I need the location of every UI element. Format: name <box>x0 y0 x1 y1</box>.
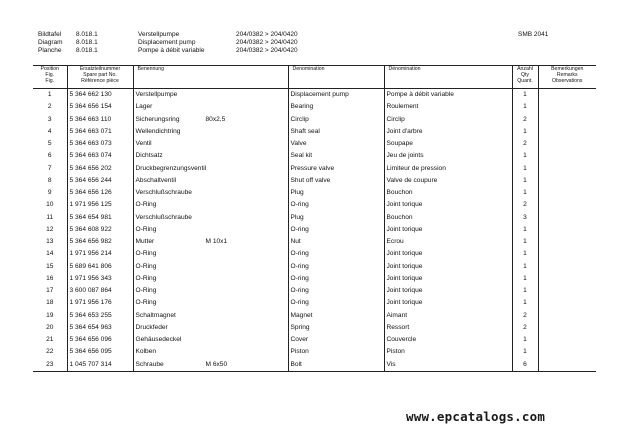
position-cell: 19 <box>46 311 54 319</box>
benennung-text: Wellendichtring <box>135 127 181 135</box>
header-line: Quant. <box>517 77 533 84</box>
remarks-cell <box>538 150 596 162</box>
remarks-cell <box>538 138 596 150</box>
qty-cell: 1 <box>512 285 538 297</box>
denomination-fr-cell: Pompe à débit variable <box>384 89 512 102</box>
part-number-cell: 1 045 707 314 <box>67 359 133 372</box>
denomination-fr-cell: Joint d'arbre <box>384 126 512 138</box>
benennung-cell <box>133 273 288 285</box>
position-cell: 11 <box>46 213 54 221</box>
remarks-cell <box>538 346 596 358</box>
benennung-text: Kolben <box>135 348 157 356</box>
denomination-en-cell: Displacement pump <box>288 89 384 102</box>
header-line: Benennung <box>137 66 165 72</box>
denomination-fr-cell: Aimant <box>384 310 512 322</box>
benennung-text: O-Ring <box>135 262 157 270</box>
denomination-fr-cell: Ressort <box>384 322 512 334</box>
position-cell: 13 <box>46 238 54 246</box>
position-cell: 9 <box>47 189 52 197</box>
denomination-fr-cell: Jeu de joints <box>384 150 512 162</box>
table-row <box>33 89 596 102</box>
header-line: Dénomination <box>388 66 421 72</box>
qty-cell: 2 <box>512 322 538 334</box>
benennung-cell <box>133 138 288 150</box>
qty-cell: 1 <box>512 224 538 236</box>
benennung-cell <box>133 322 288 334</box>
header-line: Fig. <box>45 77 55 84</box>
dimension-text: M 10x1 <box>205 238 228 246</box>
benennung-text: Verstellpumpe <box>135 91 178 99</box>
diagram-number: 8.018.1 <box>76 39 98 46</box>
position-cell: 12 <box>46 225 54 233</box>
benennung-cell <box>133 89 288 102</box>
table-row <box>33 248 596 260</box>
table-row <box>33 261 596 273</box>
benennung-cell <box>133 187 288 199</box>
qty-cell: 1 <box>512 101 538 113</box>
qty-cell: 1 <box>512 187 538 199</box>
denomination-fr-cell: Joint torique <box>384 285 512 297</box>
header-label: Diagram <box>38 39 63 46</box>
qty-cell: 2 <box>512 199 538 211</box>
denomination-en-cell: Pressure valve <box>288 163 384 175</box>
part-number-cell: 1 971 956 125 <box>67 199 133 211</box>
denomination-fr-cell: Joint torique <box>384 261 512 273</box>
part-number-cell: 5 364 663 073 <box>67 138 133 150</box>
serial-range: 204/0382 > 204/0420 <box>236 47 298 54</box>
qty-cell: 1 <box>512 346 538 358</box>
header-row-en <box>38 39 356 47</box>
denomination-fr-cell: Joint torique <box>384 297 512 309</box>
header-line: Ersatzteilnummer <box>79 66 121 72</box>
table-row <box>33 346 596 358</box>
table-row <box>33 285 596 297</box>
denomination-en-cell: O-ring <box>288 273 384 285</box>
position-cell: 14 <box>46 250 54 258</box>
denomination-en-cell: Piston <box>288 346 384 358</box>
benennung-cell <box>133 175 288 187</box>
part-number-cell: 5 364 663 074 <box>67 150 133 162</box>
benennung-text: O-Ring <box>135 201 157 209</box>
denomination-en-cell: Cover <box>288 334 384 346</box>
benennung-text: Schraube <box>135 360 164 368</box>
table-row <box>33 334 596 346</box>
denomination-en-cell: Shaft seal <box>288 126 384 138</box>
remarks-cell <box>538 163 596 175</box>
position-cell: 2 <box>47 103 52 111</box>
part-number-cell: 5 364 656 244 <box>67 175 133 187</box>
table-row <box>33 150 596 162</box>
qty-cell: 6 <box>512 359 538 372</box>
part-number-cell: 5 364 663 110 <box>67 114 133 126</box>
remarks-cell <box>538 89 596 102</box>
remarks-cell <box>538 101 596 113</box>
position-cell: 22 <box>46 348 54 356</box>
header-line: Denomination <box>292 66 325 72</box>
part-number-cell: 5 364 654 981 <box>67 212 133 224</box>
part-number-cell: 5 364 662 130 <box>67 89 133 102</box>
col-header-position <box>33 66 67 89</box>
part-number-cell: 5 364 653 255 <box>67 310 133 322</box>
col-header-qty <box>512 66 538 89</box>
benennung-cell <box>133 359 288 372</box>
qty-cell: 1 <box>512 297 538 309</box>
qty-cell: 1 <box>512 126 538 138</box>
denomination-fr-cell: Joint torique <box>384 224 512 236</box>
position-cell: 23 <box>33 359 67 372</box>
denomination-fr-cell: Soupape <box>384 138 512 150</box>
parts-table <box>33 65 596 372</box>
benennung-cell <box>133 163 288 175</box>
table-row <box>33 163 596 175</box>
table-row <box>33 273 596 285</box>
denomination-en-cell: Seal kit <box>288 150 384 162</box>
qty-cell: 2 <box>512 310 538 322</box>
dimension-text: 80x2,5 <box>205 115 226 123</box>
remarks-cell <box>538 236 596 248</box>
qty-cell: 1 <box>512 261 538 273</box>
qty-cell: 2 <box>512 138 538 150</box>
benennung-text: Abschaltventil <box>135 176 177 184</box>
denomination-en-cell: Shut off valve <box>288 175 384 187</box>
part-number-cell: 5 364 656 982 <box>67 236 133 248</box>
col-header-benennung <box>133 66 288 89</box>
position-cell: 18 <box>46 299 54 307</box>
denomination-fr-cell: Piston <box>384 346 512 358</box>
benennung-text: Dichtsatz <box>135 152 163 160</box>
table-row <box>33 297 596 309</box>
remarks-cell <box>538 310 596 322</box>
benennung-text: O-Ring <box>135 274 157 282</box>
header-label: Planche <box>38 47 62 54</box>
position-cell: 20 <box>46 323 54 331</box>
col-header-part-no <box>67 66 133 89</box>
benennung-cell <box>133 346 288 358</box>
position-cell: 1 <box>47 91 52 99</box>
diagram-number: 8.018.1 <box>76 47 98 54</box>
denomination-en-cell: Bolt <box>288 359 384 372</box>
benennung-cell <box>133 114 288 126</box>
benennung-text: O-Ring <box>135 250 157 258</box>
part-number-cell: 5 364 656 096 <box>67 334 133 346</box>
part-number-cell: 1 971 956 343 <box>67 273 133 285</box>
diagram-number: 8.018.1 <box>76 31 98 38</box>
header-row-de <box>38 31 356 39</box>
diagram-title: Pompe à débit variable <box>138 47 205 54</box>
remarks-cell <box>538 285 596 297</box>
document-code: SMB 2041 <box>518 31 549 38</box>
parts-table-body <box>33 89 596 372</box>
diagram-header <box>38 31 356 55</box>
position-cell: 10 <box>46 201 54 209</box>
diagram-title: Displacement pump <box>138 39 196 46</box>
benennung-cell <box>133 334 288 346</box>
header-line: Observations <box>551 77 583 84</box>
benennung-cell <box>133 261 288 273</box>
benennung-text: Gehäusedeckel <box>135 336 182 344</box>
part-number-cell: 5 364 608 922 <box>67 224 133 236</box>
qty-cell: 1 <box>512 334 538 346</box>
part-number-cell: 3 600 087 864 <box>67 285 133 297</box>
benennung-cell <box>133 126 288 138</box>
serial-range: 204/0382 > 204/0420 <box>236 39 298 46</box>
benennung-text: Verschlußschraube <box>135 189 192 197</box>
denomination-fr-cell: Vis <box>384 359 512 372</box>
header-row-fr <box>38 47 356 55</box>
part-number-cell: 1 971 956 176 <box>67 297 133 309</box>
denomination-en-cell: Nut <box>288 236 384 248</box>
col-header-remarks <box>538 66 596 89</box>
denomination-fr-cell: Circlip <box>384 114 512 126</box>
denomination-fr-cell: Couvercle <box>384 334 512 346</box>
denomination-fr-cell: Bouchon <box>384 187 512 199</box>
benennung-cell <box>133 236 288 248</box>
header-line: Qty <box>520 71 530 78</box>
denomination-en-cell: Spring <box>288 322 384 334</box>
serial-range: 204/0382 > 204/0420 <box>236 31 298 38</box>
table-row <box>33 310 596 322</box>
position-cell: 16 <box>46 274 54 282</box>
table-row <box>33 138 596 150</box>
qty-cell: 1 <box>512 236 538 248</box>
benennung-text: Schaltmagnet <box>135 311 176 319</box>
table-row <box>33 224 596 236</box>
benennung-cell <box>133 224 288 236</box>
denomination-fr-cell: Joint torique <box>384 248 512 260</box>
benennung-cell <box>133 212 288 224</box>
denomination-en-cell: Circlip <box>288 114 384 126</box>
dimension-text: M 6x50 <box>205 360 228 368</box>
denomination-en-cell: Bearing <box>288 101 384 113</box>
remarks-cell <box>538 359 596 372</box>
table-row <box>33 114 596 126</box>
benennung-text: Sicherungsring <box>135 115 180 123</box>
part-number-cell: 5 364 663 071 <box>67 126 133 138</box>
remarks-cell <box>538 212 596 224</box>
diagram-title: Verstellpumpe <box>138 31 180 38</box>
table-header-row <box>33 66 596 89</box>
header-line: Référence pièce <box>81 77 119 84</box>
position-cell: 5 <box>47 140 52 148</box>
table-row <box>33 175 596 187</box>
denomination-fr-cell: Valve de coupure <box>384 175 512 187</box>
part-number-cell: 5 364 656 202 <box>67 163 133 175</box>
header-line: Position <box>40 66 59 72</box>
col-header-denomination-fr <box>384 66 512 89</box>
denomination-fr-cell: Bouchon <box>384 212 512 224</box>
position-cell: 17 <box>46 287 54 295</box>
table-row <box>33 187 596 199</box>
denomination-en-cell: Magnet <box>288 310 384 322</box>
position-cell: 7 <box>47 164 52 172</box>
denomination-fr-cell: Limiteur de pression <box>384 163 512 175</box>
remarks-cell <box>538 248 596 260</box>
qty-cell: 1 <box>512 273 538 285</box>
header-line: Remarks <box>556 71 578 78</box>
table-row <box>33 236 596 248</box>
table-row <box>33 322 596 334</box>
col-header-denomination-en <box>288 66 384 89</box>
benennung-text: O-Ring <box>135 225 157 233</box>
table-row <box>33 212 596 224</box>
part-number-cell: 1 971 956 214 <box>67 248 133 260</box>
part-number-cell: 5 689 641 806 <box>67 261 133 273</box>
benennung-cell <box>133 248 288 260</box>
benennung-text: Verschlußschraube <box>135 213 192 221</box>
benennung-cell <box>133 297 288 309</box>
benennung-cell <box>133 199 288 211</box>
remarks-cell <box>538 114 596 126</box>
remarks-cell <box>538 273 596 285</box>
remarks-cell <box>538 187 596 199</box>
denomination-en-cell: O-ring <box>288 261 384 273</box>
position-cell: 15 <box>46 262 54 270</box>
benennung-cell <box>133 101 288 113</box>
header-line: Anzahl <box>517 66 533 72</box>
benennung-text: Mutter <box>135 238 155 246</box>
remarks-cell <box>538 126 596 138</box>
remarks-cell <box>538 199 596 211</box>
qty-cell: 3 <box>512 212 538 224</box>
position-cell: 6 <box>47 152 52 160</box>
denomination-en-cell: Plug <box>288 212 384 224</box>
benennung-cell <box>133 310 288 322</box>
qty-cell: 1 <box>512 89 538 102</box>
part-number-cell: 5 364 656 126 <box>67 187 133 199</box>
header-label: Bildtafel <box>38 31 62 38</box>
denomination-fr-cell: Ecrou <box>384 236 512 248</box>
header-line: Bemerkungen <box>551 66 584 72</box>
benennung-cell <box>133 150 288 162</box>
position-cell: 3 <box>47 115 52 123</box>
position-cell: 21 <box>46 336 54 344</box>
denomination-fr-cell: Joint torique <box>384 199 512 211</box>
qty-cell: 1 <box>512 150 538 162</box>
position-cell: 8 <box>47 176 52 184</box>
denomination-en-cell: O-ring <box>288 199 384 211</box>
header-line: Fig. <box>45 71 55 78</box>
denomination-en-cell: Valve <box>288 138 384 150</box>
table-row <box>33 101 596 113</box>
denomination-fr-cell: Roulement <box>384 101 512 113</box>
benennung-text: Lager <box>135 103 153 111</box>
table-row <box>33 359 596 372</box>
remarks-cell <box>538 175 596 187</box>
part-number-cell: 5 364 654 963 <box>67 322 133 334</box>
denomination-fr-cell: Joint torique <box>384 273 512 285</box>
benennung-cell <box>133 285 288 297</box>
benennung-text: Ventil <box>135 140 152 148</box>
remarks-cell <box>538 334 596 346</box>
part-number-cell: 5 364 656 154 <box>67 101 133 113</box>
denomination-en-cell: O-ring <box>288 285 384 297</box>
table-row <box>33 199 596 211</box>
header-line: Spare part No. <box>83 71 117 78</box>
benennung-text: O-Ring <box>135 299 157 307</box>
denomination-en-cell: O-ring <box>288 248 384 260</box>
remarks-cell <box>538 224 596 236</box>
denomination-en-cell: Plug <box>288 187 384 199</box>
denomination-en-cell: O-ring <box>288 224 384 236</box>
watermark-url: www.epcatalogs.com <box>406 409 546 424</box>
benennung-text: Druckfeder <box>135 323 168 331</box>
remarks-cell <box>538 297 596 309</box>
position-cell: 4 <box>47 127 52 135</box>
qty-cell: 1 <box>512 163 538 175</box>
benennung-text: Druckbegrenzungsventil <box>135 164 207 172</box>
qty-cell: 2 <box>512 114 538 126</box>
benennung-text: O-Ring <box>135 287 157 295</box>
remarks-cell <box>538 261 596 273</box>
denomination-en-cell: O-ring <box>288 297 384 309</box>
qty-cell: 1 <box>512 248 538 260</box>
qty-cell: 1 <box>512 175 538 187</box>
table-row <box>33 126 596 138</box>
remarks-cell <box>538 322 596 334</box>
part-number-cell: 5 364 656 095 <box>67 346 133 358</box>
